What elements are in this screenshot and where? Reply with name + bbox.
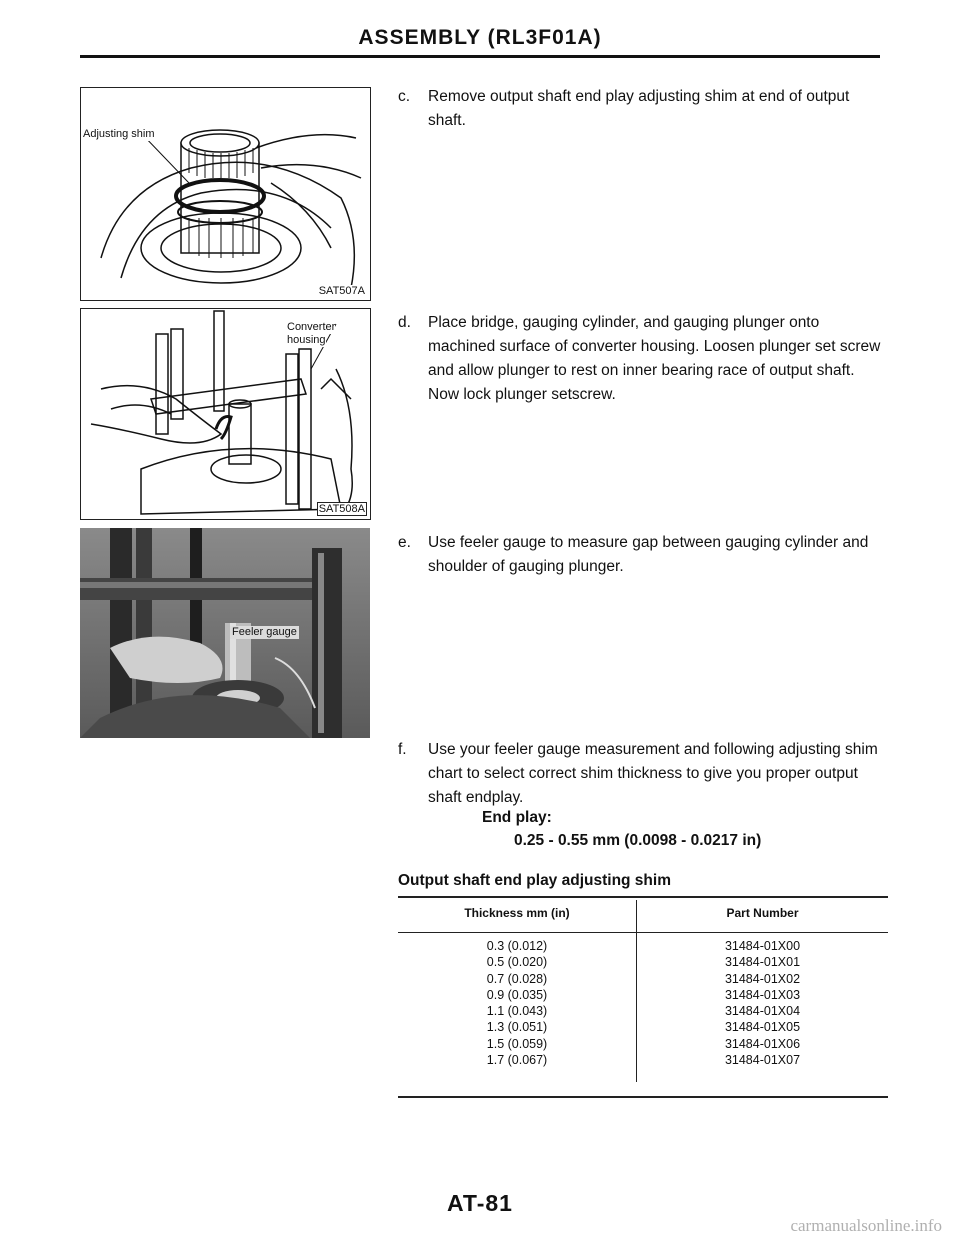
- header-thickness: Thickness mm (in): [464, 906, 570, 920]
- table-cell: 31484-01X07: [724, 1053, 801, 1068]
- table-title: Output shaft end play adjusting shim: [398, 872, 671, 889]
- table-header-rule: [398, 932, 888, 933]
- table-cell: 1.7 (0.067): [486, 1053, 548, 1068]
- table-cell: 31484-01X03: [724, 987, 801, 1002]
- step-e: [398, 531, 888, 579]
- page-title: ASSEMBLY (RL3F01A): [358, 26, 602, 49]
- step-c: [398, 85, 888, 133]
- table-cell: 1.3 (0.051): [486, 1020, 548, 1035]
- figure-code: SAT507A: [318, 285, 365, 297]
- gauging-tool-illustration: [81, 309, 370, 519]
- step-letter: c.: [398, 88, 411, 105]
- step-text: Remove output shaft end play adjusting shim at end of output shaft.: [428, 88, 850, 129]
- table-cell: 1.5 (0.059): [486, 1036, 548, 1051]
- figure-code: SAT508A: [318, 503, 365, 515]
- step-f: [398, 738, 888, 810]
- table-bottom-rule: [398, 1096, 888, 1098]
- step-text: Use your feeler gauge measurement and following adjusting shim chart to select correct shim thickness to give you proper output shaft endplay.: [428, 741, 878, 806]
- feeler-gauge-photo: [80, 528, 370, 738]
- step-text: Place bridge, gauging cylinder, and gauging plunger onto machined surface of converter housing. Loosen plunger set screw and allow plunger to rest on inner bearing race of output shaft. Now lock plunger setscrew.: [428, 314, 881, 403]
- shim-table: [398, 896, 888, 1096]
- step-letter: d.: [398, 314, 411, 331]
- table-cell: 0.5 (0.020): [486, 955, 548, 970]
- watermark: carmanualsonline.info: [790, 1216, 942, 1235]
- table-cell: 0.3 (0.012): [486, 939, 548, 953]
- end-play-value: 0.25 - 0.55 mm (0.0098 - 0.0217 in): [514, 832, 762, 849]
- shaft-illustration: [81, 88, 370, 300]
- header-part-number: Part Number: [726, 906, 799, 920]
- table-cell: 31484-01X06: [724, 1036, 801, 1051]
- end-play-label: End play:: [482, 809, 552, 826]
- table-cell: 31484-01X00: [724, 939, 801, 953]
- table-cell: 31484-01X05: [724, 1020, 801, 1035]
- page-number: AT-81: [447, 1190, 513, 1216]
- table-cell: 0.7 (0.028): [486, 971, 548, 986]
- figure-label-housing: housing: [287, 334, 326, 346]
- figure-label-adjusting-shim: Adjusting shim: [83, 128, 155, 140]
- table-cell: 0.9 (0.035): [486, 987, 548, 1002]
- step-text: Use feeler gauge to measure gap between gauging cylinder and shoulder of gauging plunger.: [428, 534, 869, 575]
- table-cell: 31484-01X04: [724, 1004, 801, 1019]
- step-letter: e.: [398, 534, 411, 551]
- thickness-column: [398, 938, 636, 1068]
- figure-gauging-tool: [80, 308, 371, 520]
- table-top-rule: [398, 896, 888, 898]
- figure-adjusting-shim: [80, 87, 371, 301]
- table-cell: 31484-01X02: [724, 971, 801, 986]
- part-number-column: [637, 938, 888, 1068]
- title-rule: [80, 55, 880, 58]
- figure-feeler-gauge-photo: [80, 528, 370, 738]
- table-cell: 1.1 (0.043): [486, 1004, 548, 1019]
- step-letter: f.: [398, 741, 407, 758]
- step-d: [398, 311, 888, 407]
- figure-label-converter: Converter: [287, 321, 336, 333]
- table-cell: 31484-01X01: [724, 955, 801, 970]
- figure-label-feeler-gauge: Feeler gauge: [232, 626, 297, 638]
